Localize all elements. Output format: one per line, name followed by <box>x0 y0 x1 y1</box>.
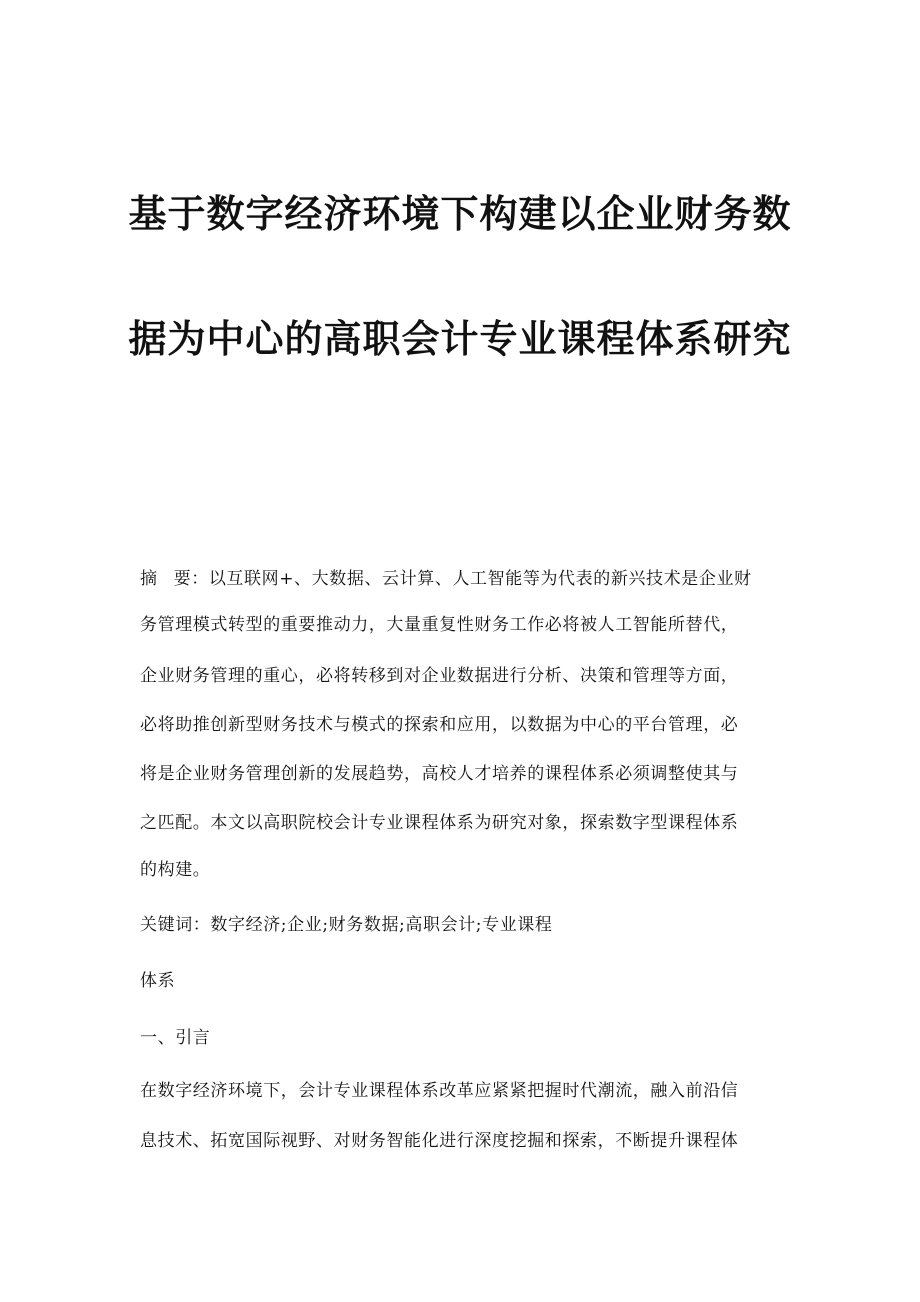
keywords-continuation: 体系 <box>140 971 176 991</box>
document-title-line-2: 据为中心的高职会计专业课程体系研究 <box>128 317 792 361</box>
body-paragraph-line: 息技术、拓宽国际视野、对财务智能化进行深度挖掘和探索，不断提升课程体 <box>140 1131 739 1151</box>
section-heading-introduction: 一、引言 <box>140 1028 211 1048</box>
abstract-line: 以互联网+、大数据、云计算、人工智能等为代表的新兴技术是企业财 <box>208 569 752 589</box>
abstract-line: 务管理模式转型的重要推动力，大量重复性财务工作必将被人工智能所替代， <box>140 615 739 635</box>
abstract-line: 企业财务管理的重心，必将转移到对企业数据进行分析、决策和管理等方面， <box>140 666 739 686</box>
abstract-line: 的构建。 <box>140 860 211 880</box>
abstract-first-line <box>140 571 752 588</box>
body-paragraph-line: 在数字经济环境下，会计专业课程体系改革应紧紧把握时代潮流，融入前沿信 <box>140 1081 739 1101</box>
abstract-line: 将是企业财务管理创新的发展趋势，高校人才培养的课程体系必须调整使其与 <box>140 764 739 784</box>
document-title-line-1: 基于数字经济环境下构建以企业财务数 <box>128 192 792 236</box>
abstract-line: 必将助推创新型财务技术与模式的探索和应用，以数据为中心的平台管理，必 <box>140 715 739 735</box>
abstract-label-char-2: 要： <box>173 569 209 589</box>
keywords-line: 关键词：数字经济;企业;财务数据;高职会计;专业课程 <box>140 915 553 935</box>
abstract-label-char-1: 摘 <box>140 569 158 589</box>
abstract-line: 之匹配。本文以高职院校会计专业课程体系为研究对象，探索数字型课程体系 <box>140 813 739 833</box>
